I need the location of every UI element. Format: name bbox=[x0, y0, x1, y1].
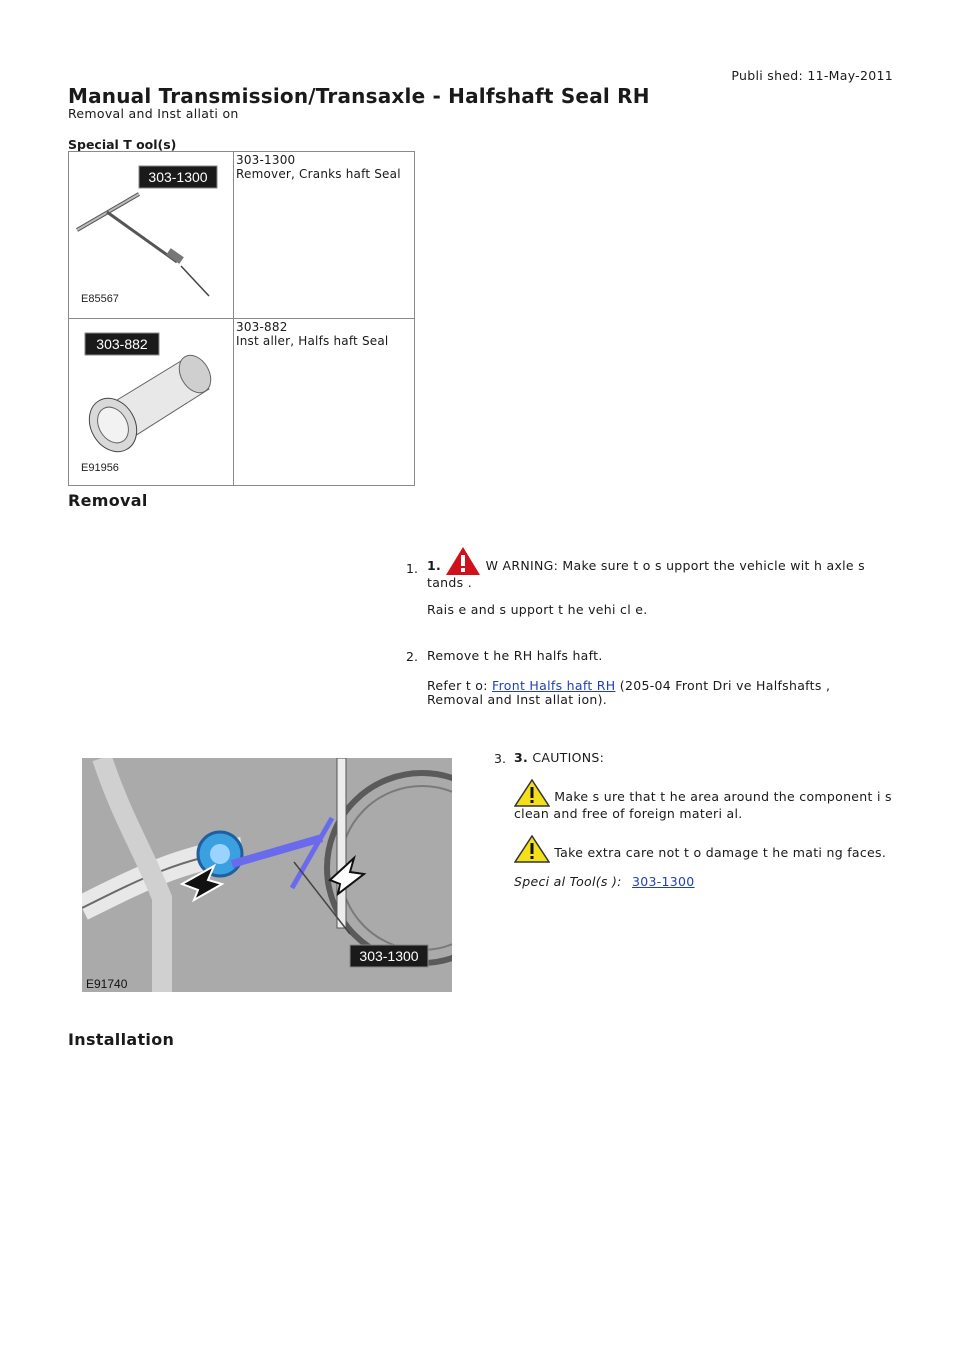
crankshaft-seal-remover-image bbox=[69, 152, 233, 314]
step-number: 1. bbox=[406, 561, 418, 576]
special-tools-label: Speci al Tool(s ): bbox=[514, 874, 622, 889]
caution-text: Take extra care not t o damage t he mati ng faces. bbox=[554, 845, 887, 860]
tool-text-cell bbox=[234, 152, 415, 319]
step-1 bbox=[427, 546, 867, 617]
page-title: Manual Transmission/Transaxle - Halfshaft Seal RH bbox=[68, 84, 650, 108]
tool-row bbox=[69, 152, 415, 319]
tool-text-cell bbox=[234, 319, 415, 486]
refer-suffix: (205-04 Front Dri ve Halfshafts , Removal and Inst allat ion). bbox=[427, 678, 831, 707]
warning-text: W ARNING: Make sure t o s upport the vehicle wit h axle s tands . bbox=[427, 558, 865, 590]
tool-tag-label: 303-1300 bbox=[148, 169, 208, 185]
refer-prefix: Refer t o: bbox=[427, 678, 488, 693]
caution-icon bbox=[514, 779, 550, 807]
halfshaft-seal-installer-image bbox=[69, 319, 233, 481]
warning-icon bbox=[445, 546, 481, 576]
figure-ref: E91740 bbox=[86, 977, 128, 991]
caution-item bbox=[514, 779, 894, 821]
tool-image-cell bbox=[69, 319, 234, 486]
tool-image-cell bbox=[69, 152, 234, 319]
caution-text: Make s ure that t he area around the component i s clean and free of foreign materi al. bbox=[514, 789, 892, 821]
figure-ref: E85567 bbox=[81, 293, 119, 305]
step-lead: 1. bbox=[427, 558, 442, 573]
refer-line bbox=[427, 679, 889, 707]
special-tools-line bbox=[514, 875, 894, 889]
halfshaft-seal-removal-illustration bbox=[82, 758, 452, 992]
caution-item bbox=[514, 835, 894, 863]
step-lead: 3. bbox=[514, 750, 529, 765]
caution-icon bbox=[514, 835, 550, 863]
figure-ref: E91956 bbox=[81, 462, 119, 474]
tool-303-1300-link[interactable]: 303-1300 bbox=[631, 874, 695, 889]
page-subtitle: Removal and Inst allati on bbox=[68, 106, 239, 121]
step-lead-line bbox=[514, 751, 894, 765]
step-text: Remove t he RH halfs haft. bbox=[427, 648, 603, 663]
step-body: Rais e and s upport t he vehi cl e. bbox=[427, 602, 648, 617]
special-tools-table bbox=[68, 151, 415, 486]
published-date: Publi shed: 11-May-2011 bbox=[731, 68, 893, 83]
tool-tag-label: 303-882 bbox=[96, 336, 148, 352]
tool-code: 303-882 bbox=[236, 320, 288, 334]
removal-heading: Removal bbox=[68, 491, 148, 510]
tool-name: Inst aller, Halfs haft Seal bbox=[236, 334, 389, 348]
step-number: 2. bbox=[406, 649, 418, 664]
installation-heading: Installation bbox=[68, 1030, 175, 1049]
step-number: 3. bbox=[494, 751, 506, 766]
front-halfshaft-rh-link[interactable]: Front Halfs haft RH bbox=[492, 678, 616, 693]
cautions-label: CAUTIONS: bbox=[532, 750, 605, 765]
tool-code: 303-1300 bbox=[236, 153, 296, 167]
tool-name: Remover, Cranks haft Seal bbox=[236, 167, 401, 181]
tool-row bbox=[69, 319, 415, 486]
step-3 bbox=[514, 751, 894, 889]
step-2 bbox=[427, 649, 889, 707]
tool-tag-label: 303-1300 bbox=[359, 948, 419, 964]
special-tools-heading: Special T ool(s) bbox=[68, 137, 177, 152]
